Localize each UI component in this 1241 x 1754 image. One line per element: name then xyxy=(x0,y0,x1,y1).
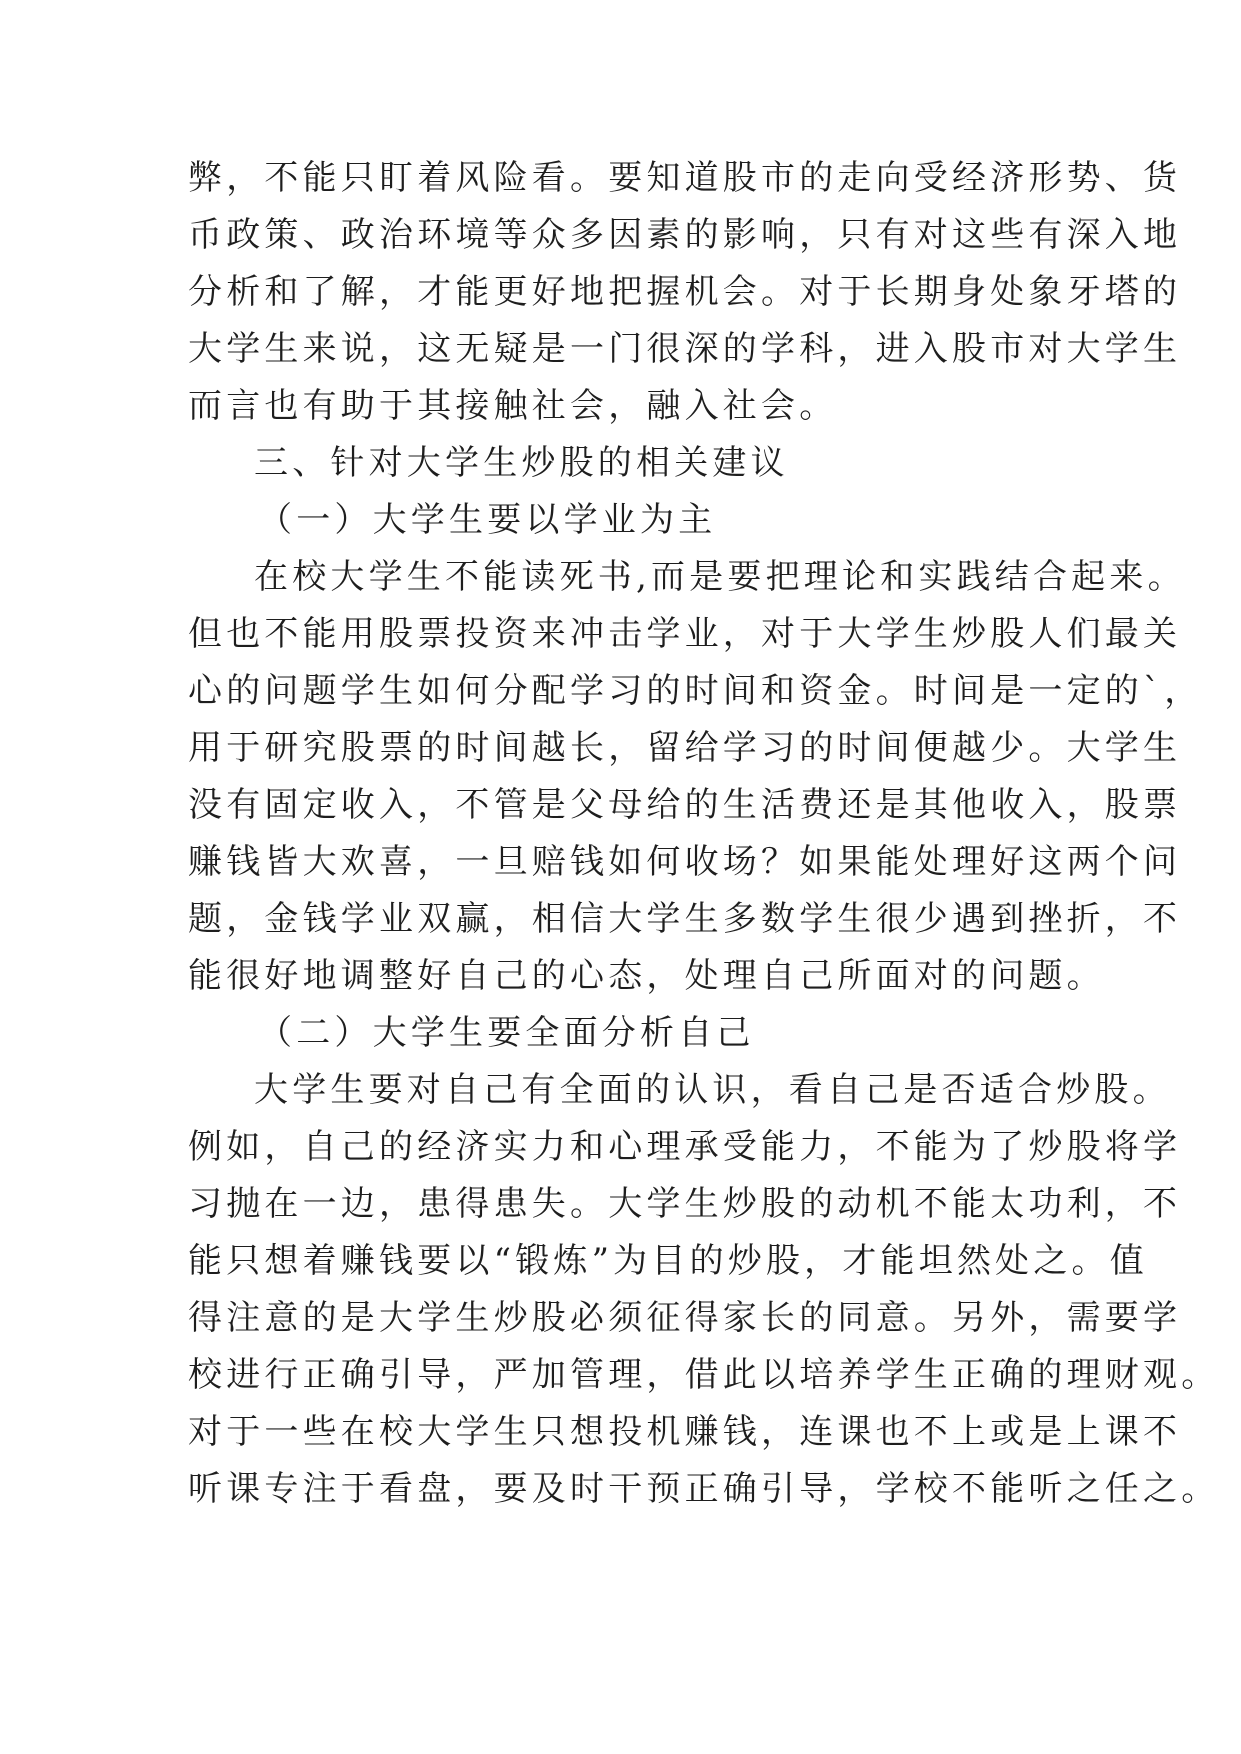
text-line: 在校大学生不能读死书,而是要把理论和实践结合起来。 xyxy=(254,557,1186,597)
text-line: 赚钱皆大欢喜，一旦赔钱如何收场？如果能处理好这两个问 xyxy=(188,842,1182,882)
text-line: 弊，不能只盯着风险看。要知道股市的走向受经济形势、货 xyxy=(188,158,1182,198)
text-line: 习抛在一边，患得患失。大学生炒股的动机不能太功利，不 xyxy=(188,1184,1182,1224)
text-line: 校进行正确引导，严加管理，借此以培养学生正确的理财观。 xyxy=(188,1355,1220,1395)
text-line: 没有固定收入，不管是父母给的生活费还是其他收入，股票 xyxy=(188,785,1182,825)
text-line: 题，金钱学业双赢，相信大学生多数学生很少遇到挫折，不 xyxy=(188,899,1182,939)
text-line: 而言也有助于其接触社会，融入社会。 xyxy=(188,386,838,426)
text-line: 能只想着赚钱要以“锻炼”为目的炒股，才能坦然处之。值 xyxy=(188,1241,1148,1281)
text-line: 分析和了解，才能更好地把握机会。对于长期身处象牙塔的 xyxy=(188,272,1182,312)
section-heading: 三、针对大学生炒股的相关建议 xyxy=(254,443,789,483)
text-line: 听课专注于看盘，要及时干预正确引导，学校不能听之任之。 xyxy=(188,1469,1220,1509)
text-line: 得注意的是大学生炒股必须征得家长的同意。另外，需要学 xyxy=(188,1298,1182,1338)
text-line: 用于研究股票的时间越长，留给学习的时间便越少。大学生 xyxy=(188,728,1182,768)
text-line: 例如，自己的经济实力和心理承受能力，不能为了炒股将学 xyxy=(188,1127,1182,1167)
text-line: 但也不能用股票投资来冲击学业，对于大学生炒股人们最关 xyxy=(188,614,1182,654)
text-line: 心的问题学生如何分配学习的时间和资金。时间是一定的`， xyxy=(188,671,1203,711)
subsection-heading: （一）大学生要以学业为主 xyxy=(258,500,717,540)
text-line: 能很好地调整好自己的心态，处理自己所面对的问题。 xyxy=(188,956,1105,996)
text-line: 对于一些在校大学生只想投机赚钱，连课也不上或是上课不 xyxy=(188,1412,1182,1452)
text-line: 大学生要对自己有全面的认识，看自己是否适合炒股。 xyxy=(254,1070,1171,1110)
text-line: 大学生来说，这无疑是一门很深的学科，进入股市对大学生 xyxy=(188,329,1182,369)
text-line: 币政策、政治环境等众多因素的影响，只有对这些有深入地 xyxy=(188,215,1182,255)
subsection-heading: （二）大学生要全面分析自己 xyxy=(258,1013,755,1053)
